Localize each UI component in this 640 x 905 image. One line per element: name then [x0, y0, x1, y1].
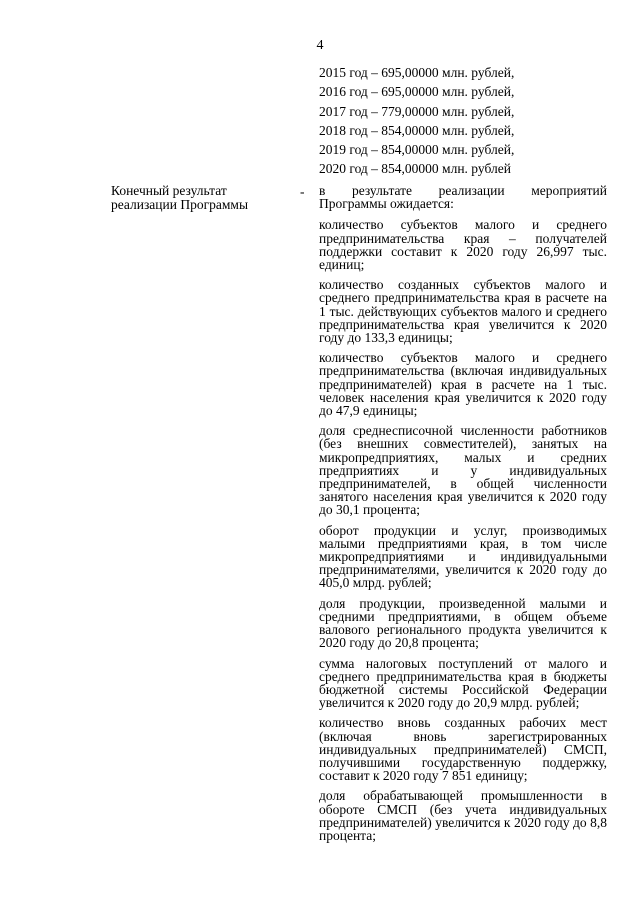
expected-result-item: доля обрабатывающей промышленности в обороте СМСП (без учета индивидуальных предпринимателей) увеличится к 2020 году до 8,8 процента;	[319, 788, 607, 843]
expected-result-item: количество вновь созданных рабочих мест (включая вновь зарегистрированных индивидуальных предпринимателей) СМСП, получившими государственную поддержку, составит к 2020 году 7 851 единицу;	[319, 715, 607, 784]
expected-result-item: доля среднесписочной численности работников (без внешних совместителей), занятых на микропредприятиях, малых и средних предприятиях и у индивидуальных предпринимателей, в общей численности занятого населения края увеличится к 2020 году до 30,1 процента;	[319, 423, 607, 518]
expected-result-item: доля продукции, произведенной малыми и средними предприятиями, в общем объеме валового регионального продукта увеличится к 2020 году до 20,8 процента;	[319, 595, 607, 651]
row-dash: -	[300, 184, 305, 199]
expected-result-item: количество субъектов малого и среднего предпринимательства края – получателей поддержки составит к 2020 году 26,997 тыс. единиц;	[319, 217, 607, 273]
funding-by-year-list	[319, 63, 619, 179]
expected-result-item: сумма налоговых поступлений от малого и среднего предпринимательства края в бюджеты бюджетной системы Российской Федерации увеличится к 2020 году до 20,9 млрд. рублей;	[319, 655, 607, 711]
expected-result-item: количество субъектов малого и среднего предпринимательства (включая индивидуальных предпринимателей) края в расчете на 1 тыс. человек населения края увеличится к 2020 году до 47,9 единицы;	[319, 350, 607, 419]
funding-year-line: 2018 год – 854,00000 млн. рублей,	[319, 122, 515, 138]
funding-year-line: 2017 год – 779,00000 млн. рублей,	[319, 103, 515, 119]
funding-year-line: 2016 год – 695,00000 млн. рублей,	[319, 84, 515, 100]
row-label-final-result: Конечный результат реализации Программы	[111, 183, 249, 212]
expected-result-item: количество созданных субъектов малого и среднего предпринимательства края в расчете на 1 тыс. действующих субъектов малого и среднего предпринимательства края увеличится к 2020 году до 133,3 единицы;	[319, 277, 607, 346]
page-number: 4	[316, 38, 324, 53]
expected-results-intro: в результате реализации мероприятий Программы ожидается:	[319, 183, 607, 212]
expected-results	[319, 184, 607, 849]
funding-year-line: 2020 год – 854,00000 млн. рублей	[319, 161, 511, 177]
funding-year-line: 2019 год – 854,00000 млн. рублей,	[319, 142, 515, 158]
expected-result-item: оборот продукции и услуг, производимых малыми предприятиями края, в том числе микропредприятиями и индивидуальными предпринимателями, увеличится к 2020 году до 405,0 млрд. рублей;	[319, 522, 607, 591]
funding-year-line: 2015 год – 695,00000 млн. рублей,	[319, 65, 515, 80]
